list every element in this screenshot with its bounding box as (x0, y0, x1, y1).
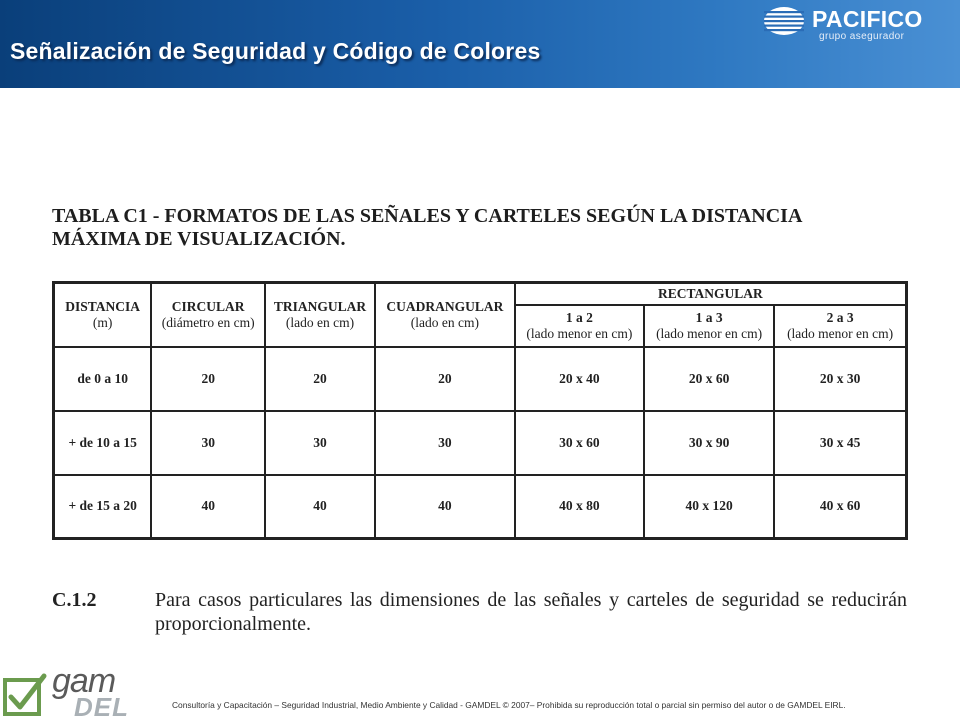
table-cell: 30 x 90 (644, 411, 774, 475)
logo-del: DEL (74, 692, 129, 720)
table-cell: 20 x 30 (774, 347, 906, 411)
header-sub: (lado en cm) (285, 314, 355, 330)
subheader-main: 2 a 3 (826, 309, 854, 325)
table-cell: 40 (151, 475, 265, 539)
header-cell-circular (151, 283, 265, 347)
table-cell: 40 x 60 (774, 475, 906, 539)
subheader-main: 1 a 3 (695, 309, 723, 325)
pacifico-logo (762, 4, 956, 44)
subheader-sub: (lado menor en cm) (526, 325, 633, 341)
header-main: DISTANCIA (65, 298, 141, 314)
table-cell: 30 (375, 411, 515, 475)
pacifico-globe-icon (762, 6, 806, 36)
table-row (54, 347, 907, 411)
table-cell: 40 x 120 (644, 475, 774, 539)
subheader-sub: (lado menor en cm) (656, 325, 763, 341)
gamdel-logo (0, 664, 140, 720)
table-cell: 20 (265, 347, 375, 411)
table-cell: 30 x 60 (515, 411, 644, 475)
table-row (54, 411, 907, 475)
brand-subtitle: grupo asegurador (819, 31, 905, 42)
table-heading-line-1: TABLA C1 - FORMATOS DE LAS SEÑALES Y CARTELES SEGÚN LA DISTANCIA (52, 205, 803, 227)
note-text: Para casos particulares las dimensiones de las señales y carteles de seguridad se reducirán proporcionalmente. (155, 589, 907, 635)
table-cell: 30 x 45 (774, 411, 906, 475)
brand-name: PACIFICO (812, 6, 923, 32)
subheader-main: 1 a 2 (565, 309, 593, 325)
table-row (54, 475, 907, 539)
table-heading (52, 205, 922, 251)
table-cell: 40 x 80 (515, 475, 644, 539)
table-cell: 20 (151, 347, 265, 411)
header-cell-distancia (54, 283, 152, 347)
table-cell: + de 10 a 15 (54, 411, 152, 475)
note-number: C.1.2 (52, 589, 97, 611)
subheader-cell-2a3 (774, 305, 906, 347)
table-cell: 20 x 40 (515, 347, 644, 411)
header-band (0, 0, 960, 88)
subheader-sub: (lado menor en cm) (787, 325, 894, 341)
logo-gam: gam (52, 662, 116, 700)
header-cell-triangular (265, 283, 375, 347)
table-cell: 40 (265, 475, 375, 539)
header-main: TRIANGULAR (273, 298, 367, 314)
header-sub: (lado en cm) (410, 314, 479, 330)
header-cell-cuadrangular (375, 283, 515, 347)
table-cell: 30 (265, 411, 375, 475)
table-cell: 30 (151, 411, 265, 475)
table-cell: de 0 a 10 (54, 347, 152, 411)
table-header-row (54, 283, 907, 305)
sign-format-table (52, 281, 908, 540)
subheader-cell-1a3 (644, 305, 774, 347)
footer-copyright: Consultoría y Capacitación – Seguridad Industrial, Medio Ambiente y Calidad - GAMDEL © 2007– Prohibida su reproducción total o parcial sin permiso del autor o de GAMDEL EIRL. (172, 700, 846, 710)
table-cell: 20 (375, 347, 515, 411)
table-cell: + de 15 a 20 (54, 475, 152, 539)
header-main: CUADRANGULAR (386, 298, 504, 314)
header-sub: (diámetro en cm) (161, 314, 255, 330)
table-heading-line-2: MÁXIMA DE VISUALIZACIÓN. (52, 228, 346, 250)
slide-title: Señalización de Seguridad y Código de Colores (10, 38, 541, 64)
header-cell-rectangular (515, 283, 907, 305)
subheader-cell-1a2 (515, 305, 644, 347)
header-sub: (m) (92, 314, 113, 330)
table-cell: 40 (375, 475, 515, 539)
checkbox-icon (2, 672, 48, 718)
table-cell: 20 x 60 (644, 347, 774, 411)
header-group-label: RECTANGULAR (658, 285, 763, 301)
header-main: CIRCULAR (171, 298, 245, 314)
